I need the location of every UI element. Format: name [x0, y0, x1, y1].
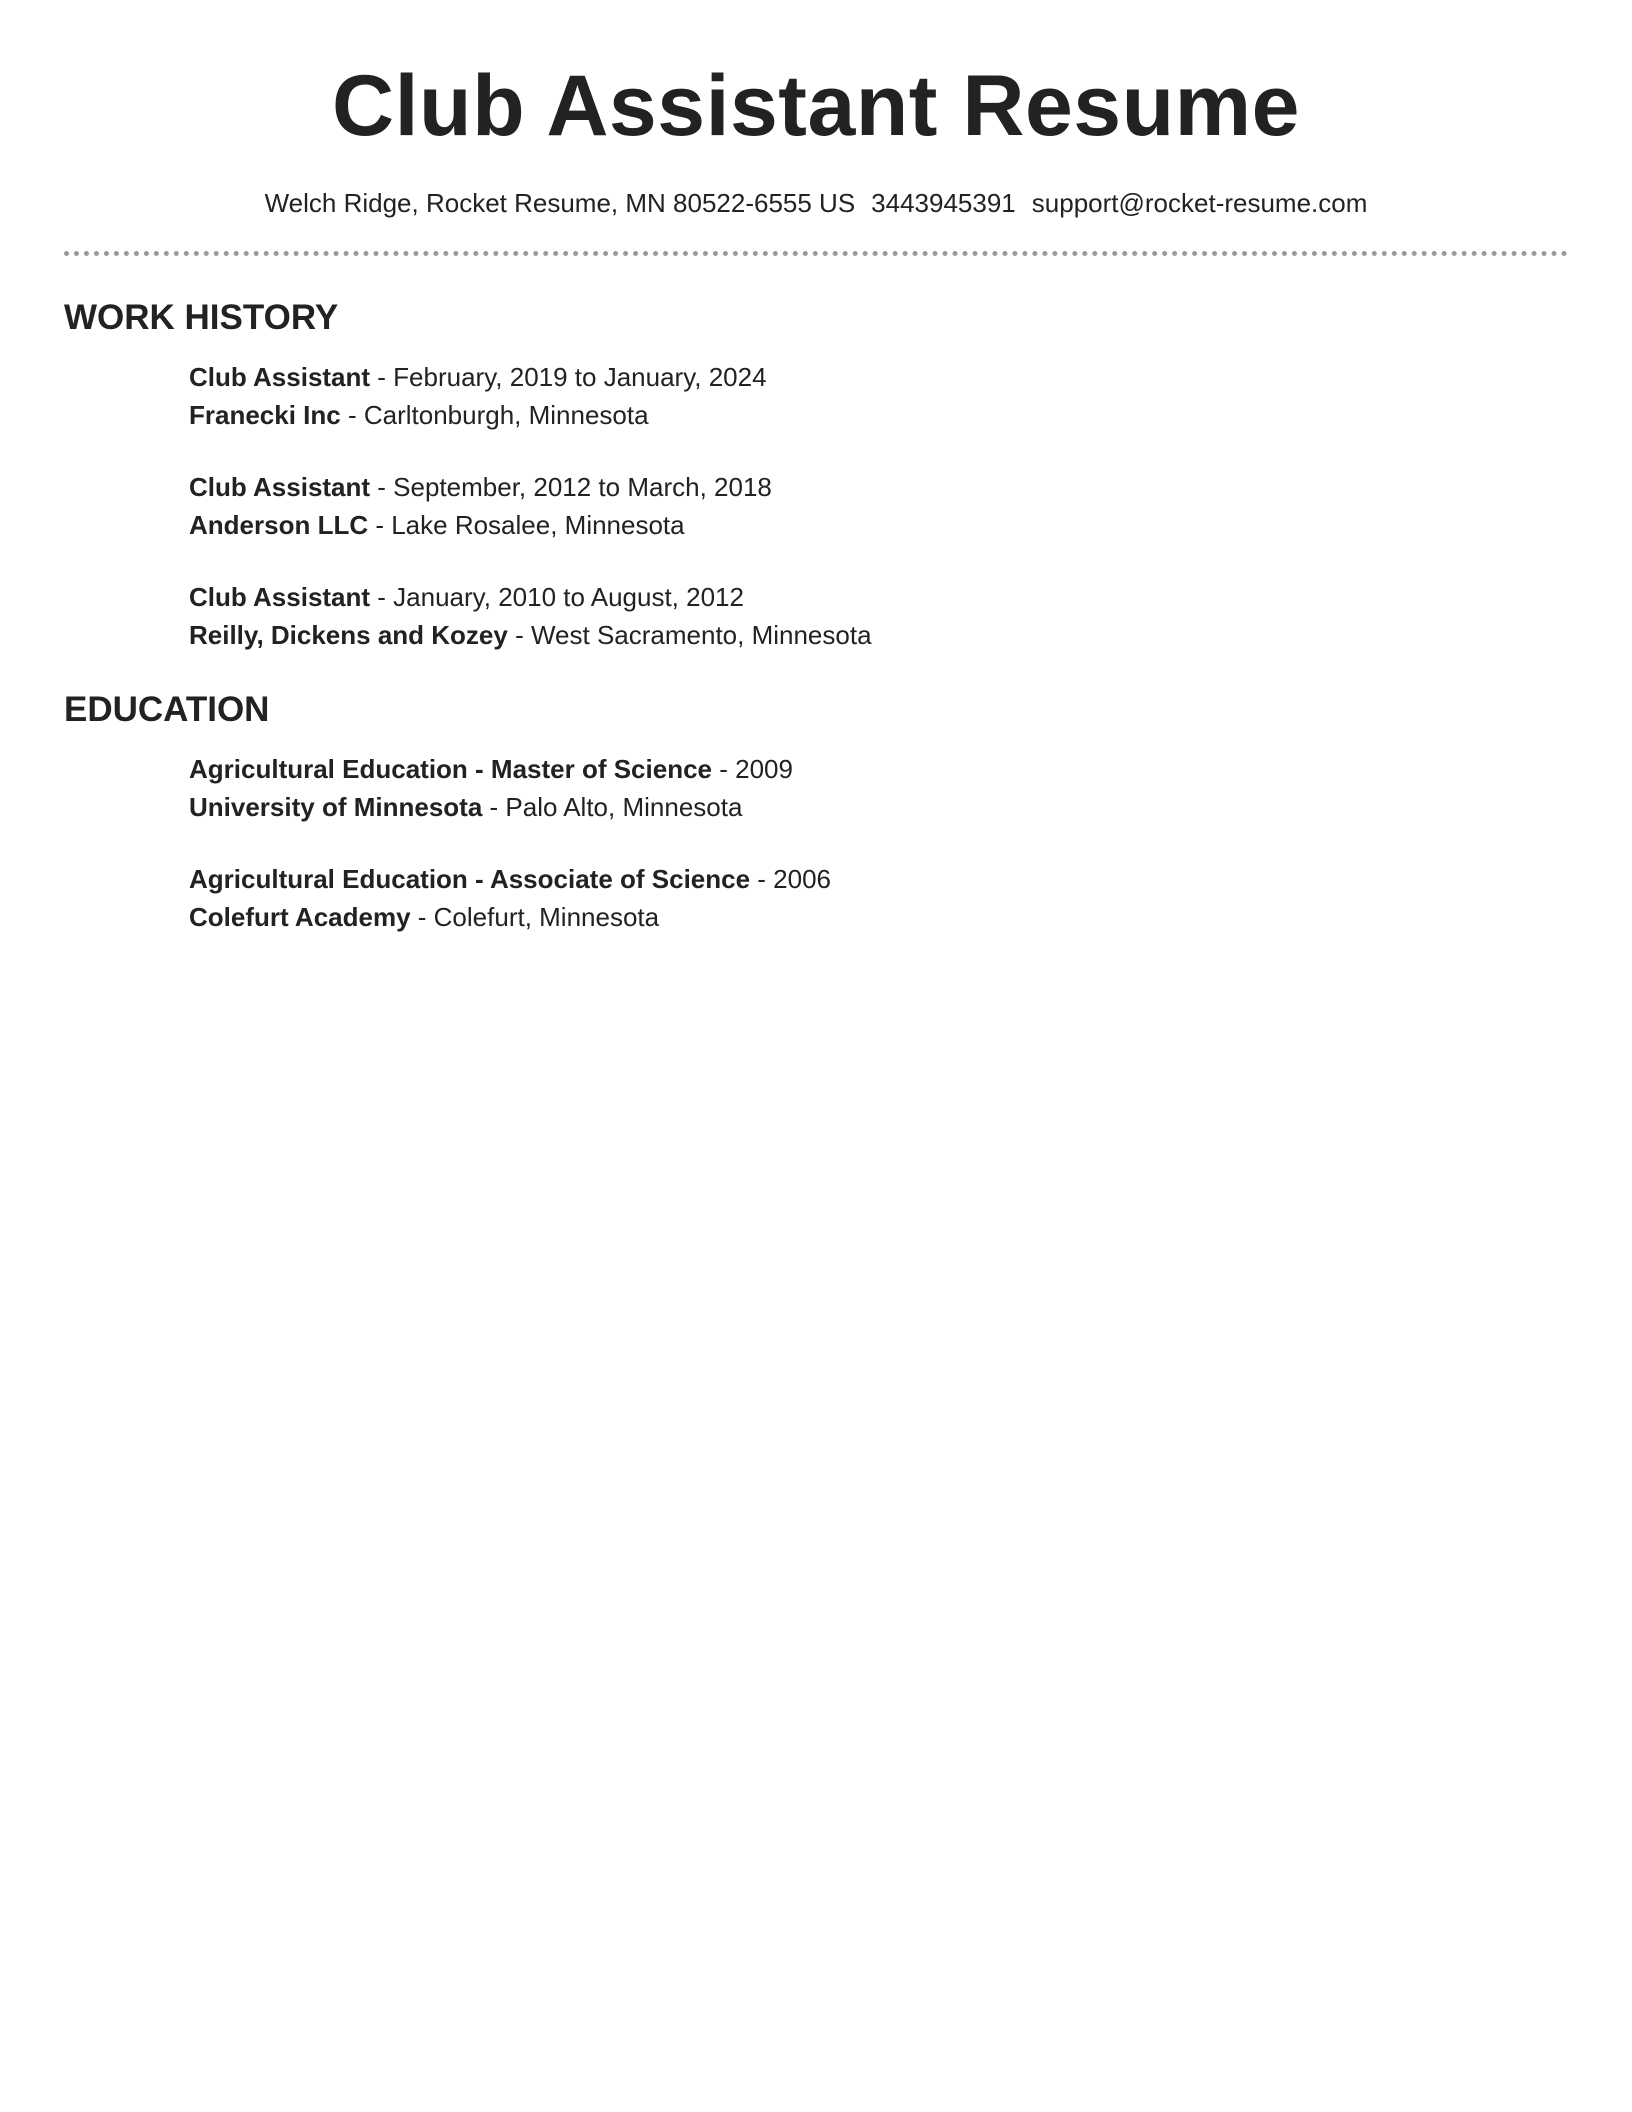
graduation-year: 2009	[735, 754, 793, 784]
work-history-list	[189, 358, 1568, 654]
education-list	[189, 750, 1568, 936]
resume-header	[0, 0, 1632, 219]
page-title: Club Assistant Resume	[332, 58, 1300, 154]
company-name: Anderson LLC	[189, 510, 369, 540]
company-name: Reilly, Dickens and Kozey	[189, 620, 508, 650]
separator: -	[482, 792, 506, 822]
job-title: Club Assistant	[189, 472, 371, 502]
education-entry-degree-line	[189, 860, 1568, 898]
job-dates: February, 2019 to January, 2024	[393, 362, 767, 392]
work-entry	[189, 578, 1568, 654]
work-entry-company-line	[189, 616, 1568, 654]
separator: -	[368, 510, 392, 540]
separator: -	[370, 362, 394, 392]
education-entry-school-line	[189, 788, 1568, 826]
work-entry-company-line	[189, 396, 1568, 434]
job-title: Club Assistant	[189, 362, 371, 392]
separator: -	[507, 620, 531, 650]
work-history-section	[64, 296, 1568, 654]
school-location: Palo Alto, Minnesota	[505, 792, 743, 822]
separator: -	[712, 754, 736, 784]
education-entry-degree-line	[189, 750, 1568, 788]
education-entry	[189, 750, 1568, 826]
dotted-divider	[64, 251, 1568, 256]
contact-phone: 3443945391	[871, 188, 1016, 218]
job-title: Club Assistant	[189, 582, 371, 612]
contact-line	[0, 187, 1632, 219]
school-location: Colefurt, Minnesota	[433, 902, 660, 932]
degree-name: Agricultural Education - Master of Science	[189, 754, 712, 784]
separator: -	[750, 864, 774, 894]
section-heading-education: EDUCATION	[64, 690, 270, 729]
company-location: Carltonburgh, Minnesota	[363, 400, 649, 430]
work-entry	[189, 468, 1568, 544]
work-entry-company-line	[189, 506, 1568, 544]
education-entry	[189, 860, 1568, 936]
school-name: Colefurt Academy	[189, 902, 411, 932]
separator: -	[410, 902, 434, 932]
work-entry-title-line	[189, 578, 1568, 616]
education-section	[64, 688, 1568, 936]
work-entry	[189, 358, 1568, 434]
contact-email: support@rocket-resume.com	[1031, 188, 1368, 218]
degree-name: Agricultural Education - Associate of Science	[189, 864, 751, 894]
job-dates: January, 2010 to August, 2012	[393, 582, 744, 612]
school-name: University of Minnesota	[189, 792, 483, 822]
job-dates: September, 2012 to March, 2018	[393, 472, 772, 502]
education-entry-school-line	[189, 898, 1568, 936]
section-heading-work-history: WORK HISTORY	[64, 298, 339, 337]
company-name: Franecki Inc	[189, 400, 341, 430]
separator: -	[340, 400, 364, 430]
separator: -	[370, 582, 394, 612]
graduation-year: 2006	[773, 864, 832, 894]
work-entry-title-line	[189, 468, 1568, 506]
company-location: Lake Rosalee, Minnesota	[391, 510, 685, 540]
work-entry-title-line	[189, 358, 1568, 396]
contact-address: Welch Ridge, Rocket Resume, MN 80522-6555 US	[264, 188, 856, 218]
company-location: West Sacramento, Minnesota	[530, 620, 872, 650]
separator: -	[370, 472, 394, 502]
